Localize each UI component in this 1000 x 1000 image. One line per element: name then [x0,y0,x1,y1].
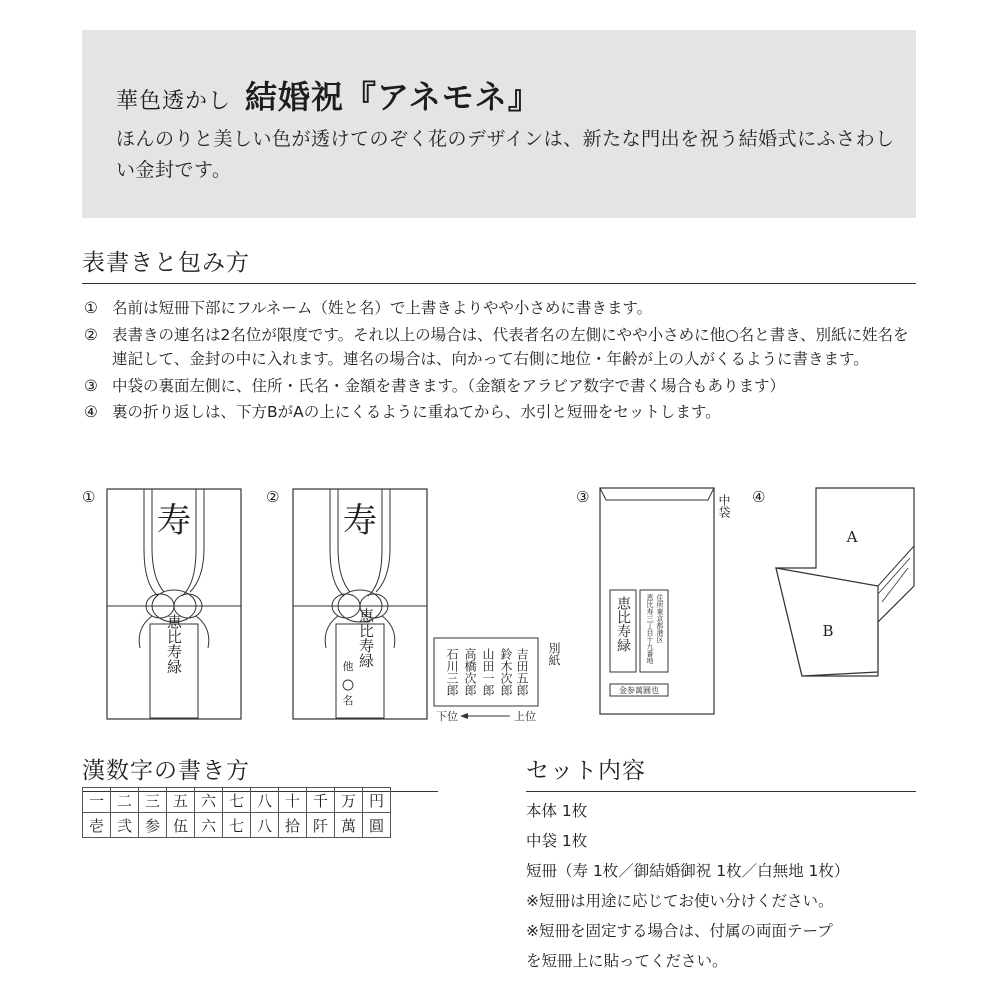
kanji-cell: 萬 [335,813,363,838]
tanzaku-name: 恵比寿緑 [165,614,183,674]
kanji-cell: 三 [139,788,167,813]
instruction-number: ③ [84,376,98,395]
rank-high-label: 上位 [514,710,536,723]
figure-1-number: ① [82,488,96,506]
kanji-cell: 伍 [167,813,195,838]
kanji-cell: 七 [223,788,251,813]
kanji-cell: 八 [251,788,279,813]
kanji-cell: 千 [307,788,335,813]
kanji-cell: 参 [139,813,167,838]
set-contents-line: 短冊（寿 1枚／御結婚御祝 1枚／白無地 1枚） [526,862,850,880]
kanji-cell: 六 [195,813,223,838]
figure-3-inner-envelope [598,486,744,718]
figure-4-fold-diagram [774,486,918,682]
instruction-number: ④ [84,403,98,421]
instruction-item [84,323,916,372]
instruction-item [84,296,916,321]
kanji-cell: 二 [111,788,139,813]
instruction-list [84,296,916,427]
figure-2-number: ② [266,488,280,506]
set-contents-line: 中袋 1枚 [526,832,588,850]
set-contents-line: 本体 1枚 [526,802,588,820]
kanji-heading: 漢数字の書き方 [82,752,438,792]
kanji-cell: 八 [251,813,279,838]
kanji-cell: 圓 [363,813,391,838]
rank-low-label: 下位 [436,710,458,723]
product-description: ほんのりと美しい色が透けてのぞく花のデザインは、新たな門出を祝う結婚式にふさわしい金封です。 [116,128,895,181]
tanzaku-other-suffix: 名 [342,694,354,707]
kanji-table [82,787,391,838]
set-contents-list [526,796,926,976]
kanji-cell: 円 [363,788,391,813]
tanzaku-name: 恵比寿緑 [357,608,375,668]
kanji-row-standard [83,788,391,813]
kanji-cell: 七 [223,813,251,838]
kanji-cell: 一 [83,788,111,813]
set-contents-line: ※短冊を固定する場合は、付属の両面テープ [526,922,833,940]
kotobuki-character: 寿 [157,501,191,541]
header-banner [82,30,916,218]
set-contents-line: ※短冊は用途に応じてお使い分けください。 [526,892,834,910]
kanji-cell: 六 [195,788,223,813]
instruction-item [84,374,916,399]
inner-envelope-amount: 金参萬圓也 [619,686,659,695]
separate-sheet-name: 石川三郎 [445,648,459,696]
instruction-text: 名前は短冊下部にフルネーム（姓と名）で上書きよりやや小さめに書きます。 [112,299,653,317]
instruction-number: ② [84,325,98,344]
kanji-row-formal [83,813,391,838]
separate-sheet-name: 山田一郎 [481,648,495,696]
title-prefix: 華色透かし [116,89,232,114]
separate-sheet-name: 吉田五郎 [515,648,529,696]
separate-sheet-label: 別紙 [547,642,561,666]
set-contents-line: を短冊上に貼ってください。 [526,952,728,970]
kanji-cell: 壱 [83,813,111,838]
instructions-heading: 表書きと包み方 [82,244,916,284]
separate-sheet [432,636,572,724]
instruction-text: 中袋の裏面左側に、住所・氏名・金額を書きます。（金額をアラビア数字で書く場合もあります） [112,376,786,395]
inner-envelope-address-2: 恵比寿三丁目十九番地 [646,594,654,664]
kanji-cell: 五 [167,788,195,813]
figure-4-number: ④ [752,488,766,506]
instruction-number: ① [84,299,98,317]
product-title [116,72,541,118]
inner-envelope-name: 恵比寿緑 [615,596,631,652]
title-main: 結婚祝『アネモネ』 [245,78,541,116]
flap-a-label: A [846,528,858,546]
inner-envelope-label: 中袋 [717,494,731,518]
separate-sheet-name: 高橋次郎 [463,648,477,696]
kanji-cell: 拾 [279,813,307,838]
figure-1-envelope [106,488,242,720]
instruction-text: 裏の折り返しは、下方BがAの上にくるように重ねてから、水引と短冊をセットします。 [112,403,721,421]
flap-b-label: B [822,622,834,640]
figure-3-number: ③ [576,488,590,506]
inner-envelope-address: 住所東京都港区 [656,594,664,643]
figure-2-envelope [292,488,428,720]
separate-sheet-name: 鈴木次郎 [499,648,513,696]
tanzaku-other: 他 [342,660,354,673]
set-contents-heading: セット内容 [526,752,916,792]
instruction-text: 表書きの連名は2名位が限度です。それ以上の場合は、代表者名の左側にやや小さめに他○名と書き、別紙に姓名を連記して、金封の中に入れます。連名の場合は、向かって右側に地位・年齢が上の人がくるように書きます。 [112,325,909,368]
kanji-cell: 阡 [307,813,335,838]
kanji-cell: 弐 [111,813,139,838]
kanji-cell: 万 [335,788,363,813]
instruction-item [84,400,916,425]
kanji-cell: 十 [279,788,307,813]
kotobuki-character: 寿 [343,501,377,541]
